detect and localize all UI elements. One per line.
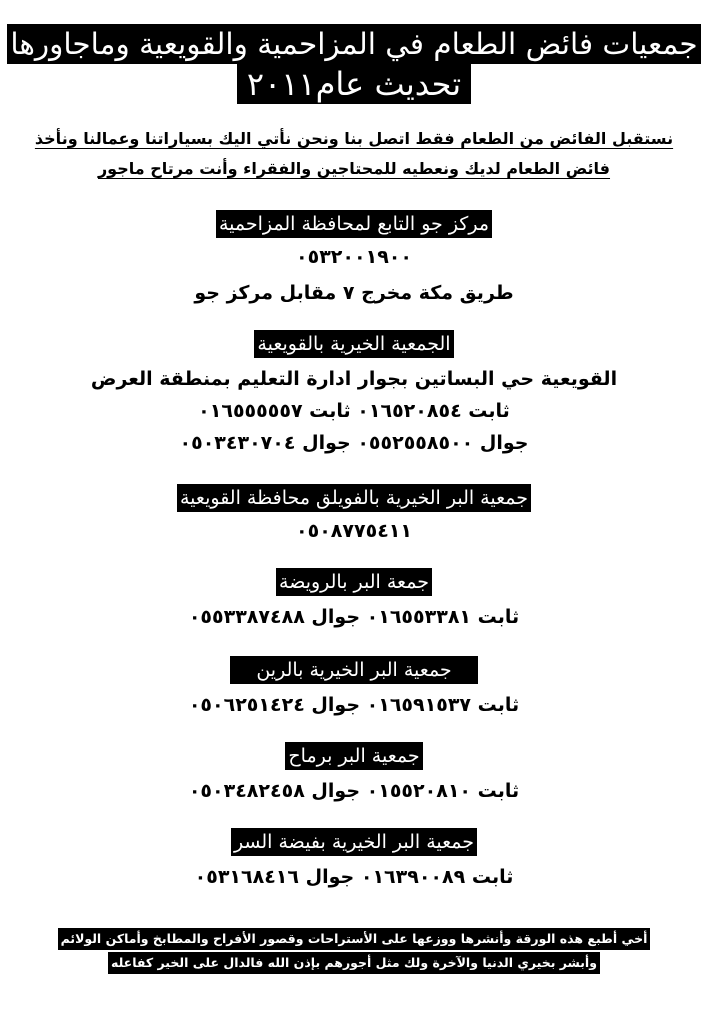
entry-5-name: جمعية البر الخيرية بالرين: [230, 656, 477, 684]
entry-2-mobiles: جوال ٠٥٥٢٥٥٨٥٠٠ جوال ٠٥٠٣٤٣٠٧٠٤: [179, 432, 529, 454]
entry-3-name-row: [0, 484, 708, 512]
footer-line-2: وأبشر بخيري الدنيا والآخرة ولك مثل أجورهم بإذن الله فالدال على الخير كفاعله: [108, 952, 600, 974]
entry-7-phones: ثابت ٠١٦٣٩٠٠٨٩ جوال ٠٥٣١٦٨٤١٦: [194, 866, 514, 888]
entry-3-phone: ٠٥٠٨٧٧٥٤١١: [296, 520, 412, 542]
entry-2-line-1-row: [0, 366, 708, 392]
entry-6-name: جمعية البر برماح: [285, 742, 422, 770]
entry-1-line-1-row: [0, 244, 708, 270]
header-title-row-1: [0, 24, 708, 64]
entry-1-phone: ٠٥٣٢٠٠١٩٠٠: [296, 246, 412, 268]
entry-7-name-row: [0, 828, 708, 856]
entry-5-phones: ثابت ٠١٦٥٩١٥٣٧ جوال ٠٥٠٦٢٥١٤٢٤: [188, 694, 520, 716]
footer-row-1: [0, 928, 708, 950]
footer-line-1: أخي أطبع هذه الورقة وأنشرها ووزعها على الأستراحات وقصور الأفراح والمطابخ وأماكن الولائم: [58, 928, 651, 950]
entry-7-name: جمعية البر الخيرية بفيضة السر: [231, 828, 477, 856]
entry-6-line-1-row: [0, 778, 708, 804]
entry-4-name: جمعة البر بالرويضة: [276, 568, 432, 596]
entry-2-address: القويعية حي البساتين بجوار ادارة التعليم بمنطقة العرض: [90, 368, 618, 390]
entry-6-name-row: [0, 742, 708, 770]
intro-line-1: نستقبل الفائض من الطعام فقط اتصل بنا ونحن نأتي اليك بسياراتنا وعمالنا ونأخذ: [34, 129, 674, 148]
entry-3-line-1-row: [0, 518, 708, 544]
header-title-row-2: [0, 64, 708, 104]
entry-7-line-1-row: [0, 864, 708, 890]
entry-1-name: مركز جو التابع لمحافظة المزاحمية: [216, 210, 492, 238]
entry-5-line-1-row: [0, 692, 708, 718]
entry-2-line-3-row: [0, 430, 708, 456]
entry-1-line-2-row: [0, 280, 708, 306]
entry-4-name-row: [0, 568, 708, 596]
header-title-line-2: تحديث عام٢٠١١: [237, 64, 471, 104]
footer-row-2: [0, 952, 708, 974]
intro-line-2: فائض الطعام لديك ونعطيه للمحتاجين والفقراء وأنت مرتاح ماجور: [97, 159, 611, 178]
entry-2-name: الجمعية الخيرية بالقويعية: [254, 330, 453, 358]
intro-row-1: [0, 126, 708, 152]
entry-1-address: طريق مكة مخرج ٧ مقابل مركز جو: [194, 282, 514, 304]
entry-6-phones: ثابت ٠١٥٥٢٠٨١٠ جوال ٠٥٠٣٤٨٢٤٥٨: [188, 780, 520, 802]
header-title-line-1: جمعيات فائض الطعام في المزاحمية والقويعية وماجاورها: [7, 24, 700, 64]
entry-4-phones: ثابت ٠١٦٥٥٣٣٨١ جوال ٠٥٥٣٣٨٧٤٨٨: [188, 606, 520, 628]
entry-2-landlines: ثابت ٠١٦٥٢٠٨٥٤ ثابت ٠١٦٥٥٥٥٥٧: [198, 400, 510, 422]
entry-3-name: جمعية البر الخيرية بالفويلق محافظة القويعية: [177, 484, 531, 512]
entry-5-name-row: [0, 656, 708, 684]
entry-1-name-row: [0, 210, 708, 238]
entry-4-line-1-row: [0, 604, 708, 630]
intro-row-2: [0, 156, 708, 182]
entry-2-line-2-row: [0, 398, 708, 424]
entry-2-name-row: [0, 330, 708, 358]
